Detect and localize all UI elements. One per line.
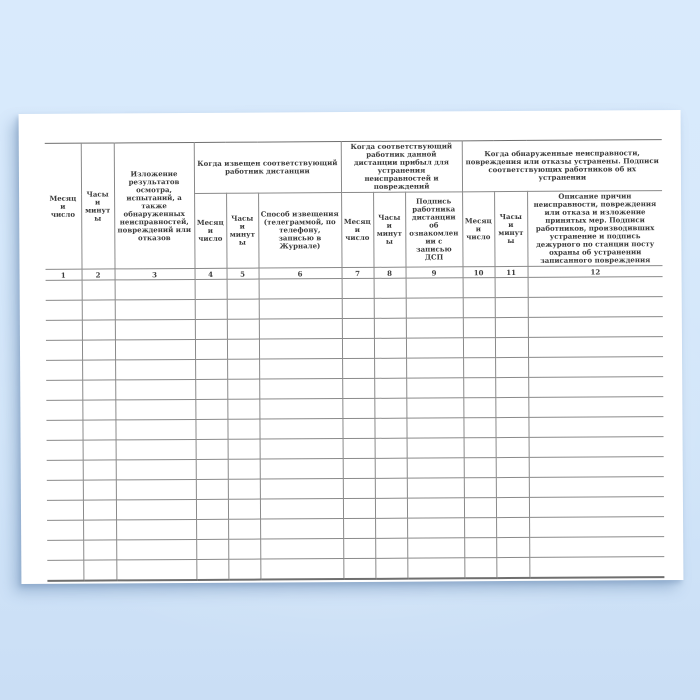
empty-cell <box>496 517 529 537</box>
column-number: 11 <box>495 266 528 277</box>
empty-cell <box>528 357 663 378</box>
empty-cell <box>496 557 529 577</box>
empty-cell <box>196 439 228 459</box>
empty-cell <box>82 340 115 360</box>
empty-cell <box>260 499 343 520</box>
empty-cell <box>528 277 663 298</box>
empty-cell <box>228 459 260 479</box>
empty-cell <box>343 498 375 518</box>
empty-cell <box>529 537 664 558</box>
empty-cell <box>115 299 195 319</box>
empty-cell <box>83 540 116 560</box>
empty-cell <box>374 298 406 318</box>
empty-cell <box>259 319 342 340</box>
empty-cell <box>374 418 406 438</box>
empty-cell <box>342 418 374 438</box>
empty-cell <box>463 318 495 338</box>
empty-cell <box>46 420 82 440</box>
empty-cell <box>407 438 464 458</box>
empty-cell <box>116 539 196 559</box>
empty-cell <box>343 518 375 538</box>
empty-cell <box>496 497 529 517</box>
empty-cell <box>375 458 407 478</box>
empty-cell <box>343 478 375 498</box>
empty-cell <box>528 317 663 338</box>
empty-cell <box>342 398 374 418</box>
empty-cell <box>227 419 259 439</box>
subheader-month-day-notified: Месяц и число <box>194 193 226 268</box>
empty-cell <box>115 399 195 419</box>
empty-cell <box>196 459 228 479</box>
empty-cell <box>463 278 495 298</box>
empty-cell <box>374 358 406 378</box>
empty-cell <box>47 440 83 460</box>
empty-cell <box>46 320 82 340</box>
empty-cell <box>195 339 227 359</box>
empty-cell <box>529 497 664 518</box>
empty-cell <box>228 519 260 539</box>
empty-cell <box>115 379 195 399</box>
empty-cell <box>260 519 343 540</box>
empty-cell <box>406 418 463 438</box>
empty-cell <box>342 298 374 318</box>
header-inspection-results: Изложение результатов осмотра, испытаний, а также обнаруженных неисправностей, повреждений или отказов <box>114 142 195 268</box>
empty-cell <box>529 517 664 538</box>
empty-cell <box>374 338 406 358</box>
empty-cell <box>83 500 116 520</box>
empty-cell <box>83 460 116 480</box>
empty-cell <box>375 558 407 578</box>
empty-cell <box>495 277 528 297</box>
empty-cell <box>528 337 663 358</box>
empty-cell <box>407 498 464 518</box>
empty-cell <box>116 499 196 519</box>
empty-cell <box>463 298 495 318</box>
empty-cell <box>259 399 342 420</box>
column-number: 1 <box>46 269 82 280</box>
empty-cell <box>496 477 529 497</box>
empty-cell <box>529 477 664 498</box>
empty-cell <box>46 300 82 320</box>
table-header <box>45 140 663 281</box>
empty-cell <box>464 478 496 498</box>
empty-cell <box>82 360 115 380</box>
group-header-notified: Когда извещен соответствующий работник дистанции <box>194 142 341 194</box>
empty-cell <box>259 279 342 300</box>
empty-cell <box>82 320 115 340</box>
empty-cell <box>406 298 463 318</box>
empty-cell <box>407 558 464 578</box>
empty-cell <box>259 299 342 320</box>
column-number: 10 <box>463 267 495 278</box>
empty-cell <box>227 399 259 419</box>
empty-cell <box>374 278 406 298</box>
empty-cell <box>46 380 82 400</box>
empty-cell <box>464 538 496 558</box>
empty-cell <box>496 457 529 477</box>
empty-cell <box>495 357 528 377</box>
subheader-hours-minutes-arrived: Часы и минуты <box>373 192 405 267</box>
empty-cell <box>406 318 463 338</box>
empty-cell <box>406 378 463 398</box>
empty-cell <box>464 518 496 538</box>
empty-row <box>47 557 664 581</box>
empty-cell <box>259 339 342 360</box>
empty-cell <box>496 537 529 557</box>
empty-cell <box>259 379 342 400</box>
empty-cell <box>463 378 495 398</box>
empty-cell <box>342 338 374 358</box>
empty-cell <box>529 557 664 578</box>
empty-cell <box>406 398 463 418</box>
empty-cell <box>195 379 227 399</box>
column-number: 12 <box>528 266 663 278</box>
empty-cell <box>195 419 227 439</box>
empty-cell <box>195 299 227 319</box>
empty-cell <box>116 559 196 579</box>
empty-cell <box>407 538 464 558</box>
empty-cell <box>116 479 196 499</box>
empty-cell <box>375 518 407 538</box>
empty-cell <box>463 418 495 438</box>
empty-cell <box>83 480 116 500</box>
empty-cell <box>496 437 529 457</box>
empty-cell <box>260 539 343 560</box>
subheader-month-day-arrived: Месяц и число <box>341 192 373 267</box>
empty-cell <box>82 380 115 400</box>
empty-cell <box>406 338 463 358</box>
empty-cell <box>227 339 259 359</box>
empty-cell <box>196 519 228 539</box>
empty-cell <box>196 479 228 499</box>
empty-cell <box>115 319 195 339</box>
empty-cell <box>227 319 259 339</box>
empty-cell <box>342 378 374 398</box>
empty-cell <box>115 419 195 439</box>
data-rows <box>46 277 665 581</box>
header-hours-minutes: Часы и минуты <box>81 143 115 269</box>
empty-cell <box>46 400 82 420</box>
empty-cell <box>115 339 195 359</box>
subheader-hours-minutes-notified: Часы и минуты <box>226 193 258 268</box>
column-number: 3 <box>115 268 195 279</box>
empty-cell <box>83 520 116 540</box>
empty-cell <box>528 397 663 418</box>
empty-cell <box>116 439 196 459</box>
column-number: 4 <box>195 268 227 279</box>
empty-cell <box>374 378 406 398</box>
column-number: 8 <box>374 267 406 278</box>
empty-cell <box>463 358 495 378</box>
column-number: 7 <box>342 267 374 278</box>
group-header-arrived: Когда соответствующий работник данной дистанции прибыл для устранения неисправностей и повреждений <box>341 141 462 193</box>
subheader-month-day-resolved: Месяц и число <box>462 192 494 267</box>
column-number: 2 <box>82 269 115 280</box>
empty-cell <box>83 560 116 580</box>
empty-cell <box>259 419 342 440</box>
empty-cell <box>46 340 82 360</box>
empty-cell <box>463 338 495 358</box>
empty-cell <box>47 540 83 560</box>
empty-cell <box>46 280 82 300</box>
empty-cell <box>259 359 342 380</box>
empty-cell <box>464 438 496 458</box>
subheader-worker-signature: Подпись работника дистанции об ознакомлении с записью ДСП <box>405 192 462 267</box>
empty-cell <box>47 480 83 500</box>
empty-cell <box>495 297 528 317</box>
empty-cell <box>375 498 407 518</box>
empty-cell <box>196 499 228 519</box>
empty-cell <box>495 317 528 337</box>
subheader-fault-description: Описание причин неисправности, повреждения или отказа и изложение принятых мер. Подписи работников, производивших устранение и подпись дежурного по станции посту охраны об устранении записанного повреждения <box>527 191 662 267</box>
empty-cell <box>495 377 528 397</box>
empty-cell <box>495 397 528 417</box>
empty-cell <box>260 479 343 500</box>
empty-cell <box>228 539 260 559</box>
empty-cell <box>528 417 663 438</box>
empty-cell <box>195 359 227 379</box>
empty-cell <box>343 558 375 578</box>
empty-cell <box>116 519 196 539</box>
empty-cell <box>82 280 115 300</box>
empty-cell <box>495 417 528 437</box>
empty-cell <box>464 558 496 578</box>
empty-cell <box>464 498 496 518</box>
empty-cell <box>47 460 83 480</box>
empty-cell <box>46 360 82 380</box>
empty-cell <box>228 479 260 499</box>
empty-cell <box>227 299 259 319</box>
empty-cell <box>227 359 259 379</box>
empty-cell <box>464 458 496 478</box>
column-number: 6 <box>259 268 342 280</box>
empty-cell <box>260 559 343 580</box>
empty-cell <box>260 439 343 460</box>
empty-cell <box>82 420 115 440</box>
empty-cell <box>407 518 464 538</box>
empty-cell <box>227 279 259 299</box>
empty-cell <box>407 478 464 498</box>
empty-cell <box>375 438 407 458</box>
paper-sheet <box>19 110 684 584</box>
subheader-hours-minutes-resolved: Часы и минуты <box>494 191 527 266</box>
empty-cell <box>227 379 259 399</box>
empty-cell <box>228 559 260 579</box>
empty-cell <box>406 358 463 378</box>
header-month-day: Месяц и число <box>45 143 82 269</box>
subheader-notification-method: Способ извещения (телеграммой, по телефону, записью в Журнале) <box>258 193 341 269</box>
empty-cell <box>116 459 196 479</box>
empty-cell <box>228 439 260 459</box>
empty-cell <box>47 500 83 520</box>
empty-cell <box>374 398 406 418</box>
empty-cell <box>195 399 227 419</box>
empty-cell <box>47 560 83 580</box>
empty-cell <box>529 437 664 458</box>
empty-cell <box>407 458 464 478</box>
empty-cell <box>82 400 115 420</box>
empty-cell <box>375 538 407 558</box>
empty-cell <box>82 300 115 320</box>
empty-cell <box>83 440 116 460</box>
empty-cell <box>343 438 375 458</box>
empty-cell <box>115 359 195 379</box>
empty-cell <box>374 318 406 338</box>
empty-cell <box>375 478 407 498</box>
column-number: 9 <box>406 267 463 278</box>
empty-cell <box>196 559 228 579</box>
empty-cell <box>47 520 83 540</box>
empty-cell <box>342 358 374 378</box>
empty-cell <box>528 377 663 398</box>
empty-cell <box>115 279 195 299</box>
inspection-log-table <box>45 139 665 581</box>
group-header-resolved: Когда обнаруженные неисправности, повреждения или отказы устранены. Подписи соответствующих работников об их устранении <box>462 140 662 192</box>
empty-cell <box>196 539 228 559</box>
empty-cell <box>343 458 375 478</box>
empty-cell <box>228 499 260 519</box>
empty-cell <box>463 398 495 418</box>
empty-cell <box>342 318 374 338</box>
empty-cell <box>495 337 528 357</box>
empty-cell <box>529 457 664 478</box>
empty-cell <box>195 279 227 299</box>
empty-cell <box>195 319 227 339</box>
empty-cell <box>528 297 663 318</box>
empty-cell <box>342 278 374 298</box>
empty-cell <box>406 278 463 298</box>
empty-cell <box>343 538 375 558</box>
empty-cell <box>260 459 343 480</box>
column-number: 5 <box>227 268 259 279</box>
